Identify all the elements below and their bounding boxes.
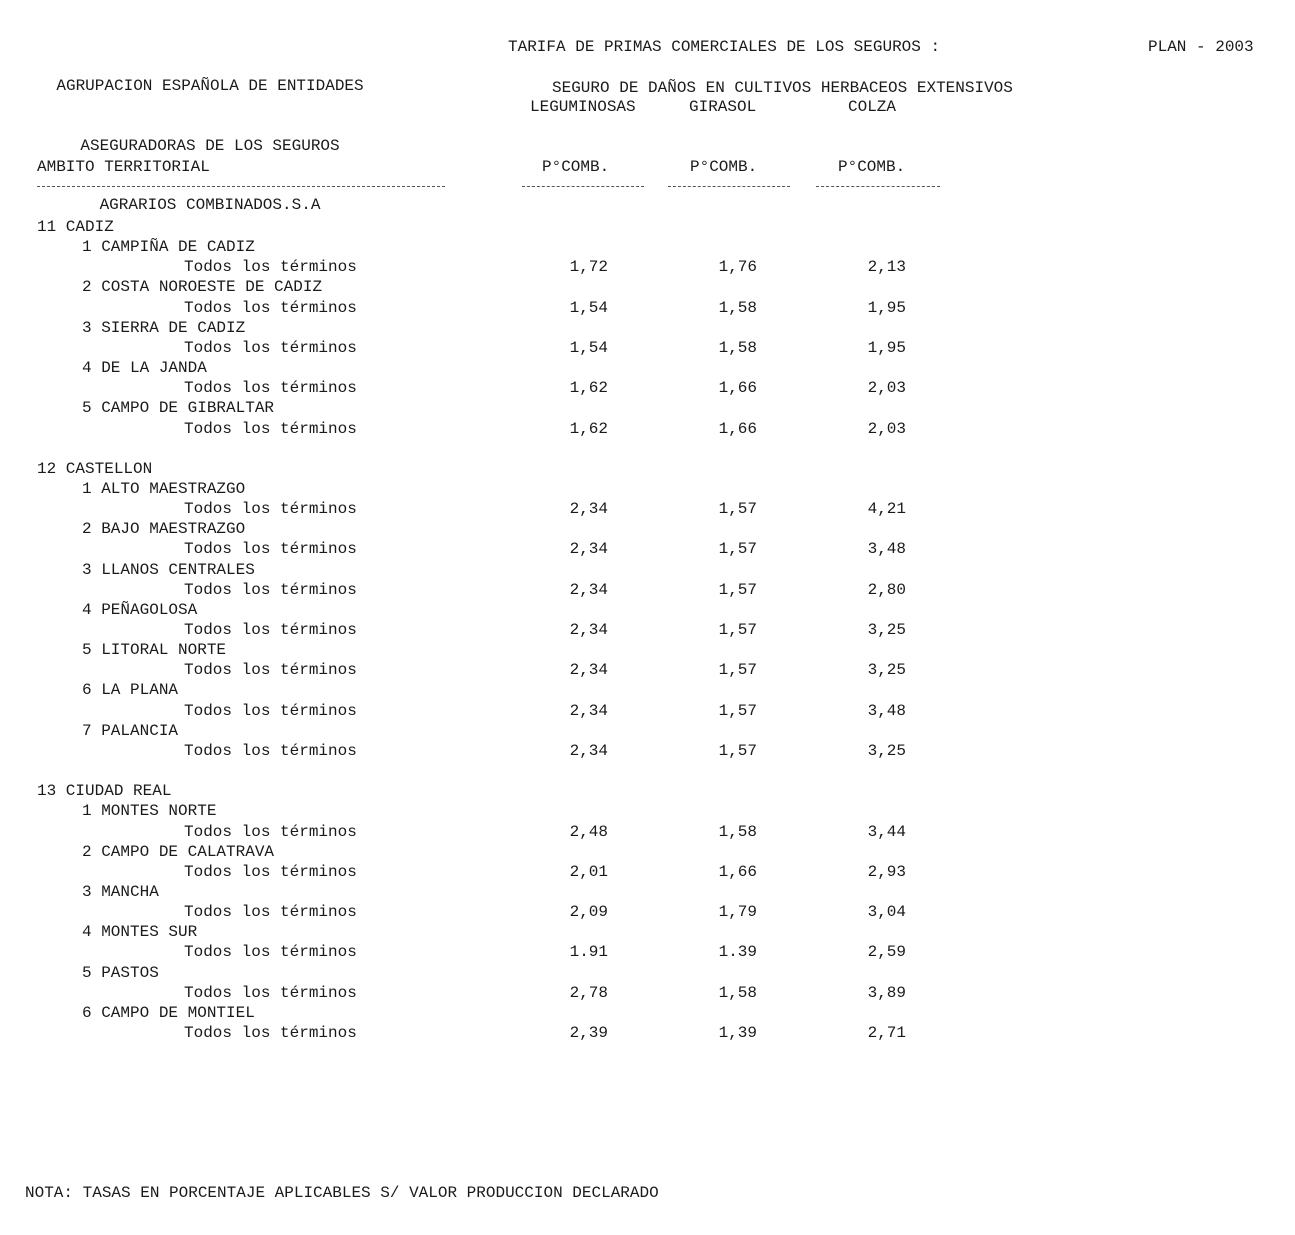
comarca-name: 3 MANCHA xyxy=(82,882,159,901)
girasol-value: 1,57 xyxy=(718,661,757,680)
org-line: AGRARIOS COMBINADOS.S.A xyxy=(99,196,321,214)
colza-value: 2,71 xyxy=(867,1024,906,1042)
girasol-value: 1,79 xyxy=(718,903,757,922)
term-label: Todos los términos xyxy=(184,1024,357,1042)
term-label: Todos los términos xyxy=(184,338,357,357)
comarca-name: 2 CAMPO DE CALATRAVA xyxy=(82,842,275,861)
girasol-value: 1,57 xyxy=(718,580,757,599)
term-label: Todos los términos xyxy=(184,540,357,559)
colza-value: 4,21 xyxy=(867,500,906,519)
colza-value: 1,95 xyxy=(867,338,906,357)
girasol-value: 1,58 xyxy=(718,298,757,317)
insurance-subtitle: SEGURO DE DAÑOS EN CULTIVOS HERBACEOS EXTENSIVOS xyxy=(552,79,1013,97)
footer-note: NOTA: TASAS EN PORCENTAJE APLICABLES S/ VALOR PRODUCCION DECLARADO xyxy=(25,1184,659,1202)
column-header-girasol: P°COMB. xyxy=(690,158,758,176)
girasol-value: 1,66 xyxy=(718,862,757,881)
term-label: Todos los términos xyxy=(184,661,357,680)
girasol-value: 1,57 xyxy=(718,741,757,760)
comarca-name: 4 MONTES SUR xyxy=(82,923,198,942)
girasol-value: 1,57 xyxy=(718,500,757,519)
comarca-name: 1 ALTO MAESTRAZGO xyxy=(82,479,246,498)
girasol-value: 1,76 xyxy=(718,258,757,277)
colza-value: 2,13 xyxy=(867,258,906,277)
crop-label-colza: COLZA xyxy=(848,98,897,116)
leguminosas-value: 2,34 xyxy=(569,661,608,680)
comarca-name: 3 SIERRA DE CADIZ xyxy=(82,318,246,337)
leguminosas-value: 2,34 xyxy=(569,500,608,519)
girasol-value: 1,58 xyxy=(718,983,757,1002)
comarca-name: 5 PASTOS xyxy=(82,963,159,982)
leguminosas-value: 1,62 xyxy=(569,419,608,438)
comarca-name: 1 CAMPIÑA DE CADIZ xyxy=(82,238,255,257)
term-label: Todos los términos xyxy=(184,379,357,398)
colza-value: 2,03 xyxy=(867,419,906,438)
colza-value: 3,89 xyxy=(867,983,906,1002)
term-label: Todos los términos xyxy=(184,621,357,639)
comarca-name: 2 BAJO MAESTRAZGO xyxy=(82,520,246,539)
comarca-name: 5 LITORAL NORTE xyxy=(82,641,227,660)
leguminosas-value: 2,39 xyxy=(569,1024,608,1042)
province-name: 11 CADIZ xyxy=(37,218,114,236)
leguminosas-value: 2,34 xyxy=(569,540,608,559)
comarca-name: 3 LLANOS CENTRALES xyxy=(82,560,255,579)
colza-value: 3,25 xyxy=(867,661,906,680)
header-rule xyxy=(816,186,940,187)
column-header-leguminosas: P°COMB. xyxy=(542,158,610,176)
colza-value: 3,04 xyxy=(867,903,906,922)
colza-value: 2,80 xyxy=(867,580,906,599)
girasol-value: 1,66 xyxy=(718,379,757,398)
girasol-value: 1,57 xyxy=(718,621,757,639)
leguminosas-value: 2,01 xyxy=(569,862,608,881)
girasol-value: 1,57 xyxy=(718,701,757,720)
colza-value: 1,95 xyxy=(867,298,906,317)
leguminosas-value: 2,34 xyxy=(569,580,608,599)
header-rule xyxy=(37,186,445,187)
comarca-name: 2 COSTA NOROESTE DE CADIZ xyxy=(82,278,323,297)
leguminosas-value: 2,48 xyxy=(569,822,608,841)
girasol-value: 1,39 xyxy=(718,1024,757,1042)
leguminosas-value: 1,54 xyxy=(569,298,608,317)
term-label: Todos los términos xyxy=(184,862,357,881)
colza-value: 3,25 xyxy=(867,621,906,639)
girasol-value: 1,66 xyxy=(718,419,757,438)
comarca-name: 6 LA PLANA xyxy=(82,681,179,700)
comarca-name: 5 CAMPO DE GIBRALTAR xyxy=(82,399,275,418)
term-label: Todos los términos xyxy=(184,580,357,599)
header-rule xyxy=(522,186,644,187)
girasol-value: 1,57 xyxy=(718,540,757,559)
plan-label: PLAN - 2003 xyxy=(1148,38,1254,56)
term-label: Todos los términos xyxy=(184,701,357,720)
colza-value: 3,44 xyxy=(867,822,906,841)
term-label: Todos los términos xyxy=(184,943,357,962)
crop-label-girasol: GIRASOL xyxy=(689,98,757,116)
colza-value: 2,59 xyxy=(867,943,906,962)
comarca-name: 7 PALANCIA xyxy=(82,721,179,740)
ambito-header: AMBITO TERRITORIAL xyxy=(37,158,210,176)
girasol-value: 1.39 xyxy=(718,943,757,962)
term-label: Todos los términos xyxy=(184,822,357,841)
term-label: Todos los términos xyxy=(184,419,357,438)
leguminosas-value: 1.91 xyxy=(569,943,608,962)
org-line: AGRUPACION ESPAÑOLA DE ENTIDADES xyxy=(56,77,364,95)
colza-value: 2,03 xyxy=(867,379,906,398)
crop-label-leguminosas: LEGUMINOSAS xyxy=(530,98,636,116)
leguminosas-value: 2,34 xyxy=(569,741,608,760)
leguminosas-value: 1,54 xyxy=(569,338,608,357)
colza-value: 3,25 xyxy=(867,741,906,760)
leguminosas-value: 2,09 xyxy=(569,903,608,922)
term-label: Todos los términos xyxy=(184,983,357,1002)
leguminosas-value: 1,62 xyxy=(569,379,608,398)
comarca-name: 4 DE LA JANDA xyxy=(82,359,207,378)
comarca-name: 6 CAMPO DE MONTIEL xyxy=(82,1003,255,1022)
girasol-value: 1,58 xyxy=(718,822,757,841)
leguminosas-value: 2,34 xyxy=(569,621,608,639)
comarca-name: 1 MONTES NORTE xyxy=(82,802,217,821)
leguminosas-value: 1,72 xyxy=(569,258,608,277)
term-label: Todos los términos xyxy=(184,741,357,760)
term-label: Todos los términos xyxy=(184,258,357,277)
column-header-colza: P°COMB. xyxy=(838,158,906,176)
header-rule xyxy=(668,186,790,187)
term-label: Todos los términos xyxy=(184,500,357,519)
girasol-value: 1,58 xyxy=(718,338,757,357)
leguminosas-value: 2,34 xyxy=(569,701,608,720)
organization-name xyxy=(0,37,420,236)
term-label: Todos los términos xyxy=(184,298,357,317)
province-name: 12 CASTELLON xyxy=(37,459,153,478)
leguminosas-value: 2,78 xyxy=(569,983,608,1002)
term-label: Todos los términos xyxy=(184,903,357,922)
colza-value: 2,93 xyxy=(867,862,906,881)
org-line: ASEGURADORAS DE LOS SEGUROS xyxy=(80,136,340,155)
province-name: 13 CIUDAD REAL xyxy=(37,782,172,801)
comarca-name: 4 PEÑAGOLOSA xyxy=(82,600,198,619)
document-title: TARIFA DE PRIMAS COMERCIALES DE LOS SEGUROS : xyxy=(508,38,941,56)
colza-value: 3,48 xyxy=(867,540,906,559)
colza-value: 3,48 xyxy=(867,701,906,720)
